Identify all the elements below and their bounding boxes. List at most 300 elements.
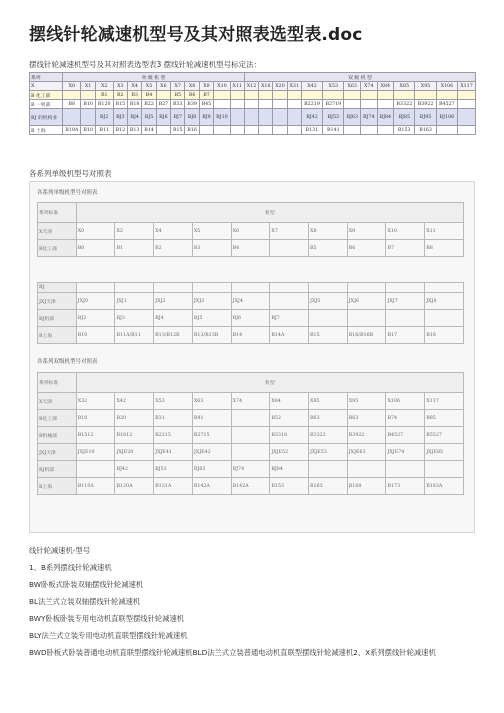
grid-cell xyxy=(270,293,309,310)
header-double: 双 级 机 型 xyxy=(244,73,475,82)
table-cell: BJ106 xyxy=(436,109,457,126)
grid-cell: B153 xyxy=(270,478,309,495)
grid-cell xyxy=(76,283,115,293)
table-cell: BJ10 xyxy=(214,109,231,126)
grid-cell: B10 xyxy=(76,327,115,344)
grid-cell: B2715 xyxy=(192,427,231,444)
table-cell: X1 xyxy=(81,82,95,91)
grid-cell: B3 xyxy=(192,240,231,257)
grid-cell: B10 xyxy=(76,410,115,427)
table-cell xyxy=(199,126,213,135)
table-cell xyxy=(63,109,81,126)
table-cell xyxy=(81,91,95,100)
grid-cell: B化工部 xyxy=(38,410,77,427)
table-cell: BJ42 xyxy=(301,109,322,126)
grid-cell: B2215 xyxy=(154,427,193,444)
grid-cell xyxy=(309,461,348,478)
table-cell: B18 xyxy=(128,100,142,109)
list-item: 1、B系列摆线针轮减速机 xyxy=(29,563,112,572)
table-cell xyxy=(156,91,170,100)
row-label: B 化工部 xyxy=(30,91,63,100)
table-cell xyxy=(287,109,301,126)
grid-cell: B163 xyxy=(309,478,348,495)
grid-cell: BJ6 xyxy=(231,310,270,327)
table-cell xyxy=(344,126,361,135)
grid-cell: JXJE42 xyxy=(192,444,231,461)
grid-cell: B1 xyxy=(115,240,154,257)
table-cell: B33 xyxy=(171,100,185,109)
table-cell: X117 xyxy=(458,82,476,91)
table-cell xyxy=(458,109,476,126)
grid-cell: B110A xyxy=(76,478,115,495)
table-cell: B153 xyxy=(394,126,415,135)
grid-cell: X74 xyxy=(231,393,270,410)
table-cell: X95 xyxy=(415,82,436,91)
grid-cell: JXJ7 xyxy=(386,293,425,310)
grid-cell: B20 xyxy=(115,410,154,427)
grid-cell: B6 xyxy=(347,240,386,257)
table-cell: X5 xyxy=(142,82,156,91)
grid-cell: B74 xyxy=(386,410,425,427)
table-cell xyxy=(273,109,287,126)
table-cell xyxy=(259,126,273,135)
table-cell xyxy=(81,109,95,126)
grid-cell: X2 xyxy=(115,223,154,240)
table-cell xyxy=(458,91,476,100)
table-cell: X3 xyxy=(113,82,127,91)
table-cell xyxy=(214,100,231,109)
table-cell: X85 xyxy=(394,82,415,91)
grid-cell: X5 xyxy=(192,223,231,240)
table-cell: B6 xyxy=(185,91,199,100)
table-cell: B2 xyxy=(113,91,127,100)
grid-cell: JXJE53 xyxy=(309,444,348,461)
grid-cell: B机械部 xyxy=(38,427,77,444)
grid-cell: B2 xyxy=(154,240,193,257)
grid-cell: JXJ天津 xyxy=(38,444,77,461)
grid-cell: B168 xyxy=(347,478,386,495)
grid-cell: B14 xyxy=(231,327,270,344)
grid-cell: X63 xyxy=(192,393,231,410)
grid-row xyxy=(38,240,464,257)
table-row-sh xyxy=(30,126,476,135)
grid-cell: X9 xyxy=(347,223,386,240)
table-cell: B27 xyxy=(156,100,170,109)
grid-cell: X天津 xyxy=(38,393,77,410)
grid-cell: B131A xyxy=(154,478,193,495)
double-table-title: 各系列双级机型号对照表 xyxy=(37,359,98,365)
row-label: BJ 的机构业 xyxy=(30,109,63,126)
list-item: BWY卧板卧装专用电动机直联型摆线针轮减速机 xyxy=(29,614,185,623)
table-cell: X8 xyxy=(185,82,199,91)
table-cell xyxy=(230,126,244,135)
table-cell xyxy=(244,109,258,126)
table-cell xyxy=(244,100,258,109)
list-item: 线针轮减速机-型号 xyxy=(29,546,91,555)
grid-header-row xyxy=(38,203,464,223)
table-cell xyxy=(230,91,244,100)
grid-row xyxy=(38,410,464,427)
table-cell: B22 xyxy=(142,100,156,109)
grid-row xyxy=(38,310,464,327)
grid-cell: B120A xyxy=(115,478,154,495)
grid-cell: B8 xyxy=(425,240,464,257)
table-cell: BJ2 xyxy=(95,109,113,126)
grid-cell: B183A xyxy=(425,478,464,495)
grid-cell xyxy=(309,310,348,327)
single-stage-grid xyxy=(37,202,464,257)
table-row-x xyxy=(30,82,476,91)
table-cell: X10 xyxy=(214,82,231,91)
row-label: B 上海 xyxy=(30,126,63,135)
table-header-row xyxy=(30,73,476,82)
grid-cell: BJ63 xyxy=(192,461,231,478)
grid-cell: JXJE41 xyxy=(154,444,193,461)
grid-cell: X85 xyxy=(309,393,348,410)
table-cell xyxy=(259,91,273,100)
grid-cell: B化工部 xyxy=(38,240,77,257)
grid-cell: BJ4 xyxy=(154,310,193,327)
document-title: 摆线针轮减速机型号及其对照表选型表.doc xyxy=(29,25,363,45)
grid-row xyxy=(38,461,464,478)
table-cell xyxy=(287,126,301,135)
grid-cell xyxy=(347,283,386,293)
grid-cell xyxy=(425,461,464,478)
grid-cell: JXJE74 xyxy=(386,444,425,461)
grid-cell: B63 xyxy=(347,410,386,427)
table-cell xyxy=(273,91,287,100)
list-item: BLY法兰式立装专用电动机直联型摆线针轮减速机 xyxy=(29,631,188,640)
table-cell: BJ5 xyxy=(142,109,156,126)
table-cell: B7 xyxy=(199,91,213,100)
table-cell xyxy=(230,109,244,126)
grid-cell: X106 xyxy=(386,393,425,410)
table-cell: X xyxy=(30,82,63,91)
grid-cell: JXJE52 xyxy=(270,444,309,461)
grid-cell xyxy=(425,310,464,327)
table-cell: X7 xyxy=(171,82,185,91)
grid-row xyxy=(38,283,464,293)
table-cell xyxy=(436,91,457,100)
grid-cell: X53 xyxy=(154,393,193,410)
table-cell: BJ7 xyxy=(171,109,185,126)
comparison-table-image xyxy=(29,181,475,533)
table-cell: B3 xyxy=(128,91,142,100)
grid-cell xyxy=(231,427,270,444)
grid-cell: JXJ1 xyxy=(115,293,154,310)
single-stage-grid-2 xyxy=(37,282,464,344)
grid-cell: X0 xyxy=(76,223,115,240)
grid-cell: B1812 xyxy=(115,427,154,444)
grid-header-label: 系列标准 xyxy=(38,203,77,223)
grid-cell: B41 xyxy=(192,410,231,427)
grid-cell: JXJ6 xyxy=(347,293,386,310)
grid-cell: B173 xyxy=(386,478,425,495)
table-cell: X2 xyxy=(95,82,113,91)
table-cell: X84 xyxy=(377,82,394,91)
table-cell: BJ95 xyxy=(415,109,436,126)
table-cell xyxy=(259,109,273,126)
grid-header-title: 机型 xyxy=(76,373,463,393)
table-cell: B12 xyxy=(113,126,127,135)
grid-cell: B3322 xyxy=(309,427,348,444)
grid-cell: JXJE10 xyxy=(76,444,115,461)
grid-cell: X95 xyxy=(347,393,386,410)
grid-cell: B11A/B11 xyxy=(115,327,154,344)
grid-cell: B16/B16B xyxy=(347,327,386,344)
table-cell: B2219 xyxy=(301,100,322,109)
table-cell xyxy=(287,100,301,109)
grid-cell: X84 xyxy=(270,393,309,410)
grid-cell xyxy=(231,283,270,293)
table-cell xyxy=(156,126,170,135)
grid-cell: BJ机部 xyxy=(38,310,77,327)
table-cell xyxy=(377,126,394,135)
table-cell: B15 xyxy=(113,100,127,109)
table-cell xyxy=(361,126,378,135)
table-cell: BJ9 xyxy=(199,109,213,126)
grid-cell: B17 xyxy=(386,327,425,344)
grid-cell xyxy=(270,240,309,257)
grid-cell: X7 xyxy=(270,223,309,240)
grid-cell: B7 xyxy=(386,240,425,257)
grid-header-title: 机型 xyxy=(76,203,463,223)
row-label: B 一机部 xyxy=(30,100,63,109)
grid-cell: B14A xyxy=(270,327,309,344)
table-cell: X74 xyxy=(361,82,378,91)
table-cell xyxy=(458,100,476,109)
grid-cell: BJ84 xyxy=(270,461,309,478)
table-cell xyxy=(244,91,258,100)
grid-cell: BJ机部 xyxy=(38,461,77,478)
table-cell xyxy=(344,100,361,109)
table-cell: B1 xyxy=(95,91,113,100)
grid-cell: B142A xyxy=(231,478,270,495)
grid-cell: B13/B12B xyxy=(154,327,193,344)
table-cell xyxy=(244,126,258,135)
grid-cell: X117 xyxy=(425,393,464,410)
grid-cell: BJ2 xyxy=(76,310,115,327)
table-cell: X20 xyxy=(273,82,287,91)
list-item: BW卧板式卧装双轴摆线针轮减速机 xyxy=(29,580,144,589)
grid-cell: BJ5 xyxy=(192,310,231,327)
list-item: BL法兰式立装双轴摆线针轮减速机 xyxy=(29,597,141,606)
table-cell: X106 xyxy=(436,82,457,91)
table-row-b xyxy=(30,91,476,100)
grid-cell xyxy=(76,461,115,478)
table-cell: X53 xyxy=(323,82,344,91)
table-cell: BJ53 xyxy=(323,109,344,126)
grid-cell: B0 xyxy=(76,240,115,257)
table-cell: BJ8 xyxy=(185,109,199,126)
grid-row xyxy=(38,427,464,444)
grid-cell: B31 xyxy=(154,410,193,427)
table-row-bj xyxy=(30,109,476,126)
grid-row xyxy=(38,327,464,344)
table-cell: X6 xyxy=(156,82,170,91)
table-cell: X42 xyxy=(301,82,322,91)
grid-cell: X4 xyxy=(154,223,193,240)
grid-cell xyxy=(115,283,154,293)
grid-row xyxy=(38,293,464,310)
grid-cell xyxy=(347,461,386,478)
grid-cell: B63 xyxy=(309,410,348,427)
grid-cell: X10 xyxy=(386,223,425,240)
table-cell: X16 xyxy=(259,82,273,91)
table-cell: BJ6 xyxy=(156,109,170,126)
grid-cell: JXJ0 xyxy=(76,293,115,310)
table-cell: B16 xyxy=(185,126,199,135)
grid-cell: X32 xyxy=(76,393,115,410)
grid-row xyxy=(38,478,464,495)
table-cell: B13 xyxy=(128,126,142,135)
single-table-title: 各系列单级机型号对照表 xyxy=(37,190,98,196)
table-cell: B45 xyxy=(199,100,213,109)
table-cell xyxy=(323,91,344,100)
table-cell: B4 xyxy=(142,91,156,100)
grid-cell xyxy=(347,310,386,327)
table-cell: B11 xyxy=(95,126,113,135)
grid-cell xyxy=(386,283,425,293)
grid-cell: B1512 xyxy=(76,427,115,444)
list-item: BWD卧板式卧装普通电动机直联型摆线针轮减速机BLD法兰式立装普通电动机直联型摆线针轮减速机2、X系列摆线针轮减速机 xyxy=(29,648,436,657)
model-code-table xyxy=(29,72,476,135)
grid-cell: JXJE20 xyxy=(115,444,154,461)
grid-cell: BJ42 xyxy=(115,461,154,478)
grid-cell xyxy=(231,444,270,461)
grid-cell: BJ7 xyxy=(270,310,309,327)
grid-cell xyxy=(192,283,231,293)
table-cell xyxy=(273,100,287,109)
grid-cell: B3318 xyxy=(270,427,309,444)
table-cell: B10 xyxy=(81,126,95,135)
grid-header-label: 系列标准 xyxy=(38,373,77,393)
table-cell: B3322 xyxy=(394,100,415,109)
grid-cell: JXJ2 xyxy=(154,293,193,310)
table-cell: BJ63 xyxy=(344,109,361,126)
table-cell xyxy=(361,91,378,100)
grid-cell xyxy=(386,461,425,478)
table-row-bs xyxy=(30,100,476,109)
grid-cell: BJ xyxy=(38,283,77,293)
grid-cell: X6 xyxy=(231,223,270,240)
grid-cell xyxy=(386,310,425,327)
table-cell xyxy=(259,100,273,109)
grid-cell: JXJ5 xyxy=(309,293,348,310)
table-cell: BJ74 xyxy=(361,109,378,126)
grid-cell: B4 xyxy=(231,240,270,257)
table-cell: B10A xyxy=(63,126,81,135)
table-cell: BJ84 xyxy=(377,109,394,126)
grid-cell: B142A xyxy=(192,478,231,495)
grid-cell xyxy=(425,283,464,293)
table-cell: B39 xyxy=(185,100,199,109)
table-cell: B15 xyxy=(171,126,185,135)
grid-cell: JXJE63 xyxy=(347,444,386,461)
grid-cell: BJ53 xyxy=(154,461,193,478)
grid-cell: X42 xyxy=(115,393,154,410)
grid-row xyxy=(38,393,464,410)
table-cell xyxy=(436,126,457,135)
grid-cell: B13/B13B xyxy=(192,327,231,344)
table-cell: X12 xyxy=(244,82,258,91)
table-cell xyxy=(273,126,287,135)
table-cell: B5 xyxy=(171,91,185,100)
table-cell xyxy=(214,126,231,135)
grid-cell: B15 xyxy=(309,327,348,344)
grid-cell: B5 xyxy=(309,240,348,257)
model-list xyxy=(29,545,489,664)
table-cell: B14 xyxy=(142,126,156,135)
grid-row xyxy=(38,444,464,461)
grid-cell xyxy=(270,283,309,293)
grid-cell: B85 xyxy=(425,410,464,427)
table-cell: X31 xyxy=(287,82,301,91)
grid-cell: JXJ8 xyxy=(425,293,464,310)
table-cell xyxy=(361,100,378,109)
table-cell: X9 xyxy=(199,82,213,91)
intro-text: 摆线针轮减速机型号及其对照表选型表3 摆线针轮减速机型号标定法： xyxy=(29,60,262,69)
table-cell: X11 xyxy=(230,82,244,91)
grid-cell: B52 xyxy=(270,410,309,427)
table-cell: X0 xyxy=(63,82,81,91)
grid-cell: B3922 xyxy=(347,427,386,444)
grid-cell xyxy=(309,283,348,293)
table-cell xyxy=(458,126,476,135)
table-cell: B120 xyxy=(95,100,113,109)
table-cell: B163 xyxy=(415,126,436,135)
grid-cell: B4527 xyxy=(386,427,425,444)
grid-cell: X8 xyxy=(309,223,348,240)
table-cell xyxy=(415,91,436,100)
grid-cell: JXJE85 xyxy=(425,444,464,461)
table-cell: B2719 xyxy=(323,100,344,109)
table-cell: B3922 xyxy=(415,100,436,109)
table-cell: B8 xyxy=(63,100,81,109)
grid-cell xyxy=(154,283,193,293)
grid-cell: X11 xyxy=(425,223,464,240)
grid-cell xyxy=(231,410,270,427)
table-cell xyxy=(301,91,322,100)
table-cell: BJ85 xyxy=(394,109,415,126)
grid-cell: B5527 xyxy=(425,427,464,444)
table-cell xyxy=(214,91,231,100)
grid-header-row xyxy=(38,373,464,393)
grid-cell: X天津 xyxy=(38,223,77,240)
grid-row xyxy=(38,223,464,240)
table-cell: X4 xyxy=(128,82,142,91)
table-cell xyxy=(344,91,361,100)
grid-cell: JXJ4 xyxy=(231,293,270,310)
table-cell: BJ3 xyxy=(113,109,127,126)
table-cell xyxy=(377,100,394,109)
grid-cell: B上海 xyxy=(38,478,77,495)
grid-cell: JXJ天津 xyxy=(38,293,77,310)
grid-cell: BJ3 xyxy=(115,310,154,327)
table-cell: B131 xyxy=(301,126,322,135)
table-cell xyxy=(394,91,415,100)
table-cell: BJ4 xyxy=(128,109,142,126)
table-cell xyxy=(377,91,394,100)
header-single: 单 级 机 型 xyxy=(63,73,245,82)
grid-cell: B上海 xyxy=(38,327,77,344)
double-stage-grid xyxy=(37,372,464,495)
grid-cell: B18 xyxy=(425,327,464,344)
table-cell xyxy=(230,100,244,109)
table-cell: B10 xyxy=(81,100,95,109)
single-stage-caption: 各系列单级机型号对照表 xyxy=(29,169,112,178)
grid-cell: JXJ3 xyxy=(192,293,231,310)
